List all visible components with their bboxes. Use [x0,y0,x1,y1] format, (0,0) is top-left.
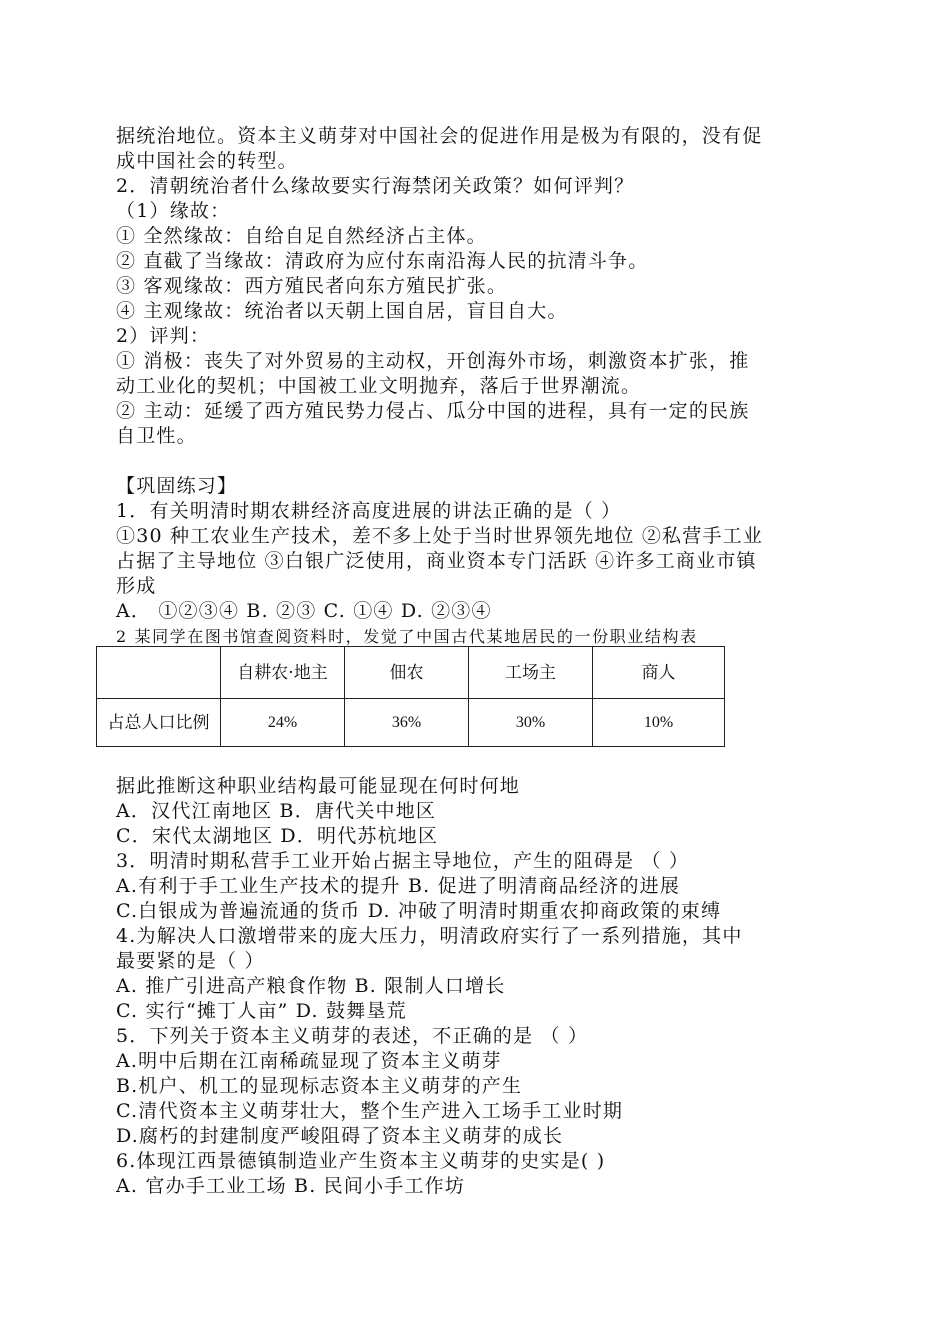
answer-options: A． ①②③④ B. ②③ C. ①④ D. ②③④ [116,600,492,622]
question-3: 3．明清时期私营手工业开始占据主导地位，产生的阻碍是 （ ） [116,850,690,872]
text-line: ① 消极：丧失了对外贸易的主动权，开创海外市场，刺激资本扩张，推 [116,350,750,372]
question-5: 5．下列关于资本主义萌芽的表述，不正确的是 （ ） [116,1025,589,1047]
text-line: ③ 客观缘故：西方殖民者向东方殖民扩张。 [116,275,508,297]
table-cell: 24% [221,699,345,747]
text-line: ② 直截了当缘故：清政府为应付东南沿海人民的抗清斗争。 [116,250,649,272]
table-row [97,699,725,747]
question-4: 4.为解决人口激增带来的庞大压力，明清政府实行了一系列措施，其中 [116,925,743,947]
answer-options: A. 官办手工业工场 B. 民间小手工作坊 [116,1175,466,1197]
table-header-cell: 佃农 [345,647,469,699]
text-line: 据统治地位。资本主义萌芽对中国社会的促进作用是极为有限的，没有促 [116,125,763,147]
occupation-table [96,646,725,747]
text-line: ④ 主观缘故：统治者以天朝上国自居，盲目自大。 [116,300,568,322]
text-line: ①30 种工农业生产技术，差不多上处于当时世界领先地位 ②私营手工业 [116,525,764,547]
text-line: 自卫性。 [116,425,197,447]
table-cell: 30% [469,699,593,747]
table-row-label: 占总人口比例 [97,699,221,747]
table-cell: 10% [593,699,725,747]
table-cell: 36% [345,699,469,747]
answer-option: D.腐朽的封建制度严峻阻碍了资本主义萌芽的成长 [116,1125,564,1147]
text-line: 最要紧的是（ ） [116,950,265,972]
question-6: 6.体现江西景德镇制造业产生资本主义萌芽的史实是( ) [116,1150,606,1172]
text-line: ① 全然缘故：自给自足自然经济占主体。 [116,225,487,247]
answer-options: A．汉代江南地区 B．唐代关中地区 [116,800,437,822]
text-line: 2）评判： [116,325,211,347]
text-line: ② 主动：延缓了西方殖民势力侵占、瓜分中国的进程，具有一定的民族 [116,400,750,422]
answer-options: A. 推广引进高产粮食作物 B. 限制人口增长 [116,975,506,997]
text-line: 形成 [116,575,157,597]
text-line: 动工业化的契机；中国被工业文明抛弃，落后于世界潮流。 [116,375,642,397]
table-header-row [97,647,725,699]
answer-options: C．宋代太湖地区 D．明代苏杭地区 [116,825,439,847]
text-line: （1）缘故： [116,200,231,222]
question-1: 1．有关明清时期农耕经济高度进展的讲法正确的是（ ） [116,500,622,522]
answer-option: A.明中后期在江南稀疏显现了资本主义萌芽 [116,1050,502,1072]
table-header-cell: 工场主 [469,647,593,699]
table-header-cell [97,647,221,699]
text-line: 成中国社会的转型。 [116,150,298,172]
table-header-cell: 商人 [593,647,725,699]
answer-option: C.清代资本主义萌芽壮大，整个生产进入工场手工业时期 [116,1100,624,1122]
text-line: 占据了主导地位 ③白银广泛使用，商业资本专门活跃 ④许多工商业市镇 [116,550,757,572]
answer-option: B.机户、机工的显现标志资本主义萌芽的产生 [116,1075,523,1097]
text-line: 据此推断这种职业结构最可能显现在何时何地 [116,775,521,797]
text-line: 2．清朝统治者什么缘故要实行海禁闭关政策？如何评判？ [116,175,635,197]
answer-options: A.有利于手工业生产技术的提升 B. 促进了明清商品经济的进展 [116,875,681,897]
answer-options: C. 实行“摊丁人亩” D. 鼓舞垦荒 [116,1000,407,1022]
section-heading: 【巩固练习】 [116,475,238,497]
answer-options: C.白银成为普遍流通的货币 D. 冲破了明清时期重农抑商政策的束缚 [116,900,722,922]
table-header-cell: 自耕农·地主 [221,647,345,699]
question-2-intro: 2 某同学在图书馆查阅资料时，发觉了中国古代某地居民的一份职业结构表 [116,627,698,646]
